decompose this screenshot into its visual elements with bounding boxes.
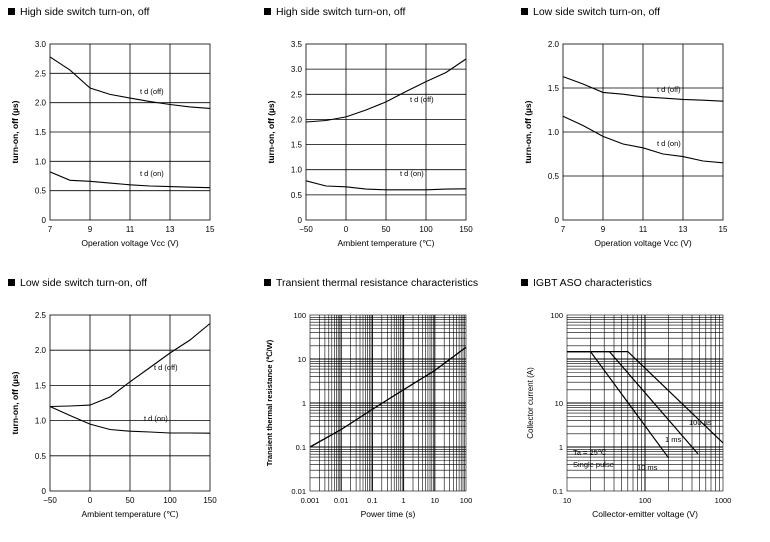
- svg-text:3.0: 3.0: [34, 40, 46, 49]
- series-label-td-on: t d (on): [144, 414, 168, 423]
- x-axis-label: Collector-emitter voltage (V): [592, 509, 698, 519]
- plot-area: [4, 24, 252, 254]
- panel-high-side-vcc: [0, 0, 256, 271]
- svg-text:1.0: 1.0: [34, 416, 46, 426]
- svg-text:7: 7: [47, 225, 53, 234]
- x-axis-label: Power time (s): [360, 509, 416, 519]
- svg-text:0: 0: [343, 225, 349, 234]
- panel-title-text: High side switch turn-on, off: [20, 6, 150, 18]
- svg-text:0.5: 0.5: [547, 172, 559, 181]
- panel-title: [8, 277, 252, 289]
- y-axis-label: Collector current (A): [526, 367, 535, 439]
- y-axis-label: turn-on, off (µs): [10, 100, 20, 164]
- svg-text:1.5: 1.5: [34, 381, 46, 391]
- chart-svg: [4, 295, 254, 525]
- panel-title: [521, 277, 766, 289]
- svg-text:11: 11: [638, 225, 648, 234]
- svg-text:11: 11: [125, 225, 135, 234]
- x-axis-label: Ambient temperature (℃): [81, 509, 179, 519]
- svg-text:1.0: 1.0: [34, 157, 46, 167]
- panel-title: [264, 277, 509, 289]
- bullet-square-icon: [264, 279, 271, 286]
- svg-text:0.001: 0.001: [300, 496, 320, 505]
- svg-text:13: 13: [165, 225, 175, 234]
- chart-svg: [260, 295, 510, 525]
- svg-text:0: 0: [297, 216, 302, 225]
- svg-text:0.5: 0.5: [290, 190, 302, 200]
- svg-text:7: 7: [560, 225, 566, 234]
- bullet-square-icon: [8, 8, 15, 15]
- svg-text:10: 10: [297, 355, 306, 364]
- svg-text:150: 150: [203, 496, 217, 505]
- panel-title-text: Low side switch turn-on, off: [20, 277, 148, 289]
- svg-text:2.0: 2.0: [547, 40, 559, 49]
- panel-title-text: IGBT ASO characteristics: [533, 277, 652, 289]
- svg-text:2.5: 2.5: [290, 90, 302, 100]
- panel-title: [8, 6, 252, 18]
- svg-text:3.0: 3.0: [290, 65, 302, 75]
- series-label-10ms: 10 ms: [637, 463, 658, 472]
- annotation-single-pulse: Single pulse: [573, 460, 614, 469]
- y-axis-label: turn-on, off (µs): [10, 371, 20, 435]
- svg-text:100: 100: [293, 311, 306, 320]
- svg-text:50: 50: [125, 496, 135, 505]
- series-label-100us: 100 µs: [689, 418, 712, 427]
- series-label-td-off: t d (off): [657, 85, 681, 94]
- svg-text:1.5: 1.5: [547, 84, 559, 93]
- svg-text:0: 0: [87, 496, 93, 505]
- y-axis-label: Transient thermal resistance (℃/W): [265, 339, 274, 467]
- svg-text:100: 100: [638, 496, 652, 505]
- svg-text:1.0: 1.0: [547, 128, 559, 137]
- svg-text:9: 9: [87, 225, 93, 234]
- x-axis-label: Operation voltage Vcc (V): [81, 238, 179, 248]
- panel-high-side-temp: [256, 0, 513, 271]
- svg-text:10: 10: [562, 496, 572, 505]
- svg-text:0.1: 0.1: [367, 496, 378, 505]
- svg-text:0: 0: [41, 487, 46, 496]
- y-axis-label: turn-on, off (µs): [266, 100, 276, 164]
- svg-text:15: 15: [205, 225, 215, 234]
- x-axis-label: Operation voltage Vcc (V): [594, 238, 692, 248]
- series-label-td-off: t d (off): [154, 363, 178, 372]
- svg-text:1.5: 1.5: [290, 140, 302, 150]
- plot-area: [260, 24, 509, 254]
- panel-title: [521, 6, 766, 18]
- series-label-td-on: t d (on): [400, 169, 424, 178]
- svg-text:150: 150: [459, 225, 473, 234]
- svg-text:0.1: 0.1: [552, 487, 563, 496]
- panel-title-text: Transient thermal resistance characteristics: [276, 277, 479, 289]
- panel-title-text: High side switch turn-on, off: [276, 6, 406, 18]
- panel-low-side-temp: [0, 271, 256, 542]
- series-label-td-on: t d (on): [140, 169, 164, 178]
- svg-text:3.5: 3.5: [290, 40, 302, 49]
- plot-area: [4, 295, 252, 525]
- svg-text:50: 50: [381, 225, 391, 234]
- svg-text:13: 13: [678, 225, 688, 234]
- plot-area: [260, 295, 509, 525]
- panel-title-text: Low side switch turn-on, off: [533, 6, 661, 18]
- plot-area: [517, 295, 766, 525]
- svg-text:−50: −50: [43, 496, 57, 505]
- chart-svg: [517, 295, 767, 525]
- plot-area: [517, 24, 766, 254]
- chart-svg: [4, 24, 254, 254]
- svg-text:10: 10: [554, 399, 563, 408]
- svg-text:0: 0: [41, 216, 46, 225]
- series-label-1ms: 1 ms: [665, 435, 682, 444]
- svg-text:1: 1: [401, 496, 406, 505]
- svg-text:100: 100: [550, 311, 563, 320]
- svg-text:1: 1: [301, 399, 306, 408]
- svg-text:2.5: 2.5: [34, 311, 46, 320]
- svg-text:2.5: 2.5: [34, 69, 46, 79]
- bullet-square-icon: [521, 279, 528, 286]
- svg-text:9: 9: [600, 225, 606, 234]
- bullet-square-icon: [264, 8, 271, 15]
- panel-igbt-aso: [513, 271, 770, 542]
- svg-text:100: 100: [163, 496, 177, 505]
- series-line-thermal: [310, 347, 466, 447]
- chart-svg: [517, 24, 767, 254]
- svg-text:0: 0: [554, 216, 559, 225]
- bullet-square-icon: [8, 279, 15, 286]
- svg-text:0.1: 0.1: [295, 443, 306, 452]
- panel-low-side-vcc: [513, 0, 770, 271]
- annotation-ambient-temp: Ta = 25℃: [573, 448, 607, 457]
- panel-transient-thermal: [256, 271, 513, 542]
- series-line-10ms: [567, 352, 669, 458]
- svg-text:0.01: 0.01: [291, 487, 306, 496]
- svg-text:2.0: 2.0: [34, 346, 46, 356]
- svg-text:2.0: 2.0: [290, 115, 302, 125]
- series-label-td-on: t d (on): [657, 139, 681, 148]
- svg-text:10: 10: [430, 496, 439, 505]
- svg-text:2.0: 2.0: [34, 98, 46, 108]
- svg-text:0.5: 0.5: [34, 186, 46, 196]
- panel-title: [264, 6, 509, 18]
- x-axis-label: Ambient temperature (℃): [337, 238, 435, 248]
- svg-text:100: 100: [459, 496, 473, 505]
- svg-text:1: 1: [558, 443, 563, 452]
- svg-text:0.5: 0.5: [34, 451, 46, 461]
- series-label-td-off: t d (off): [140, 87, 164, 96]
- bullet-square-icon: [521, 8, 528, 15]
- svg-text:100: 100: [419, 225, 433, 234]
- y-axis-label: turn-on, off (µs): [523, 100, 533, 164]
- series-label-td-off: t d (off): [410, 95, 434, 104]
- chart-svg: [260, 24, 510, 254]
- svg-text:0.01: 0.01: [333, 496, 349, 505]
- svg-text:−50: −50: [299, 225, 313, 234]
- svg-text:1000: 1000: [714, 496, 732, 505]
- svg-text:1.5: 1.5: [34, 128, 46, 137]
- svg-text:1.0: 1.0: [290, 165, 302, 175]
- svg-text:15: 15: [718, 225, 728, 234]
